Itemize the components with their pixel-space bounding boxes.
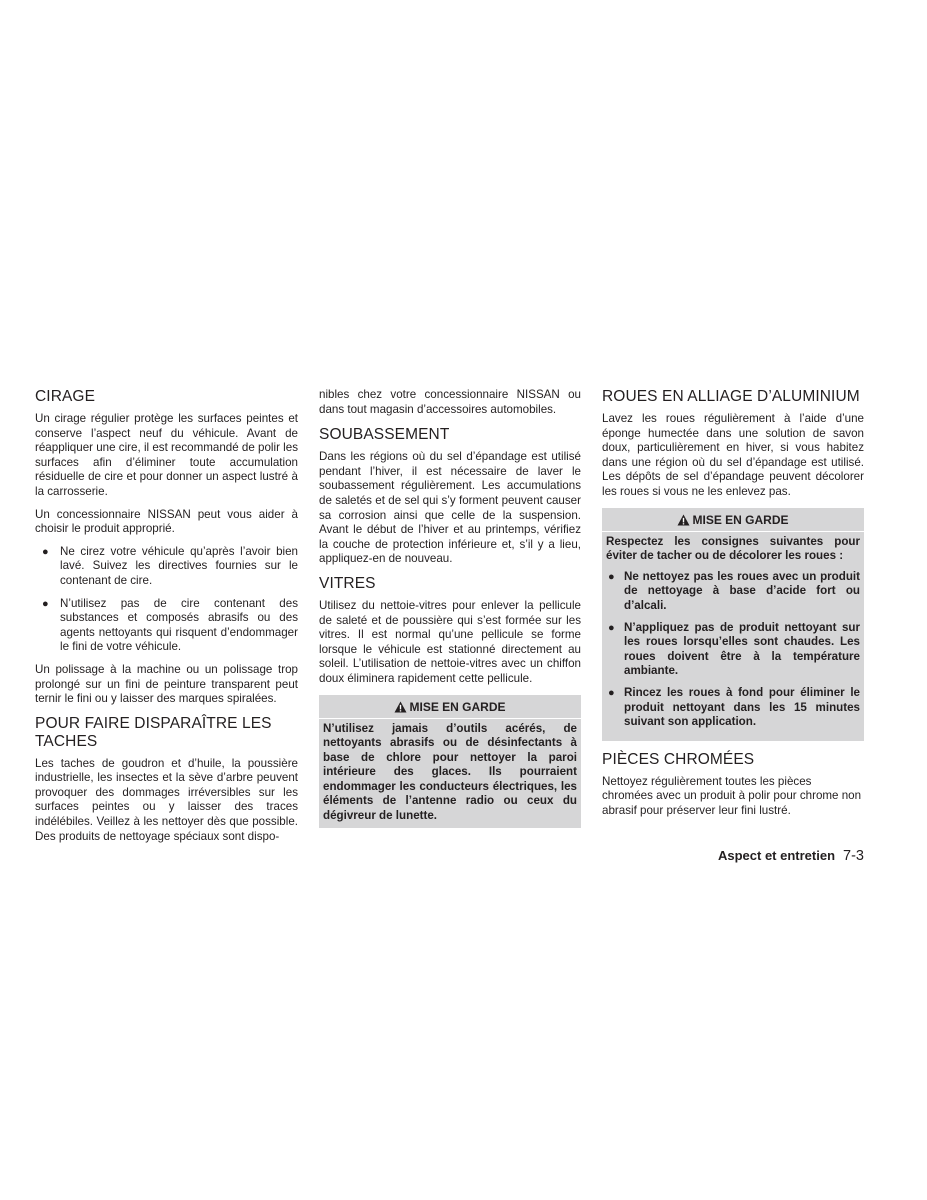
taches-continued: nibles chez votre concessionnaire NISSAN ou dans tout magasin d’accessoires automobiles. (319, 388, 581, 416)
list-item: ● N’appliquez pas de produit nettoyant sur les roues lorsqu’elles sont chaudes. Les roues doivent être à la température ambiante. (608, 620, 860, 678)
bullet-icon: ● (608, 621, 615, 634)
warning-triangle-icon (677, 514, 690, 526)
bullet-icon: ● (608, 686, 615, 699)
warning-body (602, 531, 864, 730)
column-middle (319, 388, 581, 838)
bullet-icon: ● (608, 570, 615, 583)
warning-title: MISE EN GARDE (319, 695, 581, 718)
vitres-heading: VITRES (319, 574, 376, 592)
list-item: ● Rincez les roues à fond pour éliminer le produit nettoyant dans les 15 minutes suivant son application. (608, 685, 860, 729)
soubassement-heading: SOUBASSEMENT (319, 426, 450, 444)
warning-box-vitres (319, 695, 581, 828)
cirage-paragraph-2: Un concessionnaire NISSAN peut vous aider à choisir le produit approprié. (35, 507, 298, 536)
section-title: Aspect et entretien (717, 848, 836, 863)
cirage-bullet-list (35, 545, 298, 655)
column-right (602, 388, 864, 826)
vitres-paragraph: Utilisez du nettoie-vitres pour enlever la pellicule de saleté et de poussière qui s’est formée sur les vitres. Il est normal qu’une pellicule se forme lorsque le véhicule est stationné directement au soleil. L’utilisation de nettoie-vitres avec un chiffon doux éliminera rapidement cette pellicule. (319, 598, 581, 685)
list-item: ● Ne cirez votre véhicule qu’après l’avoir bien lavé. Suivez les directives fournies sur le contenant de cire. (42, 544, 298, 587)
column-left (35, 388, 298, 852)
warning-title: MISE EN GARDE (602, 508, 864, 531)
warning-bullet-list (606, 570, 860, 730)
warning-box-roues (602, 508, 864, 741)
taches-heading: POUR FAIRE DISPARAÎTRE LES TACHES (35, 714, 272, 750)
list-item: ● Ne nettoyez pas les roues avec un produit de nettoyage à base d’acide fort ou d’alcali. (608, 569, 860, 612)
cirage-paragraph-3: Un polissage à la machine ou un polissage trop prolongé sur un fini de peinture transparent peut ternir le fini ou y laisser des marques spiralées. (35, 662, 298, 706)
taches-paragraph: Les taches de goudron et d’huile, la poussière industrielle, les insectes et la sève d’arbre peuvent provoquer des dommages irréversibles sur les surfaces peintes ou y laisser des traces indélébiles. Veillez à les nettoyer dès que possible. Des produits de nettoyage spéciaux sont dispo- (35, 756, 298, 843)
chrome-heading: PIÈCES CHROMÉES (602, 750, 755, 768)
page-number: 7-3 (843, 848, 864, 864)
warning-intro: Respectez les consignes suivantes pour éviter de tacher ou de décolorer les roues : (606, 534, 860, 563)
cirage-paragraph-1: Un cirage régulier protège les surfaces peintes et conserve l’aspect neuf du véhicule. Avant de réappliquer une cire, il est recommandé de polir les surfaces afin d’éliminer toute accumulation résiduelle de cire et pour donner un aspect lustré à la carrosserie. (35, 412, 298, 498)
warning-triangle-icon (394, 701, 407, 713)
bullet-icon: ● (42, 597, 49, 610)
soubassement-paragraph: Dans les régions où du sel d’épandage est utilisé pendant l’hiver, il est nécessaire de laver le soubassement régulièrement. Les accumulations de saletés et de sel qui s’y forment peuvent causer sa corrosion ainsi que celle de la suspension. Avant le début de l’hiver et au printemps, vérifiez la couche de protection inférieure et, s’il y a lieu, appliquez-en de nouveau. (319, 450, 581, 566)
roues-paragraph: Lavez les roues régulièrement à l’aide d’une éponge humectée dans une solution de savon doux, particulièrement en hiver, si vous habitez dans une région où du sel d’épandage est utilisé. Les dépôts de sel d’épandage peuvent décolorer les roues si vous ne les enlevez pas. (602, 412, 864, 498)
warning-text: N’utilisez jamais d’outils acérés, de nettoyants abrasifs ou de désinfectants à base de chlore pour nettoyer la paroi intérieure des glaces. Ils pourraient endommager les conducteurs électriques, les éléments de l’antenne radio ou ceux du dégivreur de lunette. (319, 718, 581, 824)
page-footer (718, 848, 864, 864)
bullet-icon: ● (42, 545, 49, 558)
chrome-paragraph: Nettoyez régulièrement toutes les pièces chromées avec un produit à polir pour chrome non abrasif pour préserver leur fini lustré. (602, 774, 862, 817)
cirage-heading: CIRAGE (35, 388, 96, 405)
roues-heading: ROUES EN ALLIAGE D’ALUMINIUM (602, 388, 860, 405)
list-item: ● N’utilisez pas de cire contenant des substances et composés abrasifs ou des agents nettoyants qui risquent d’endommager le fini de votre véhicule. (42, 596, 298, 654)
